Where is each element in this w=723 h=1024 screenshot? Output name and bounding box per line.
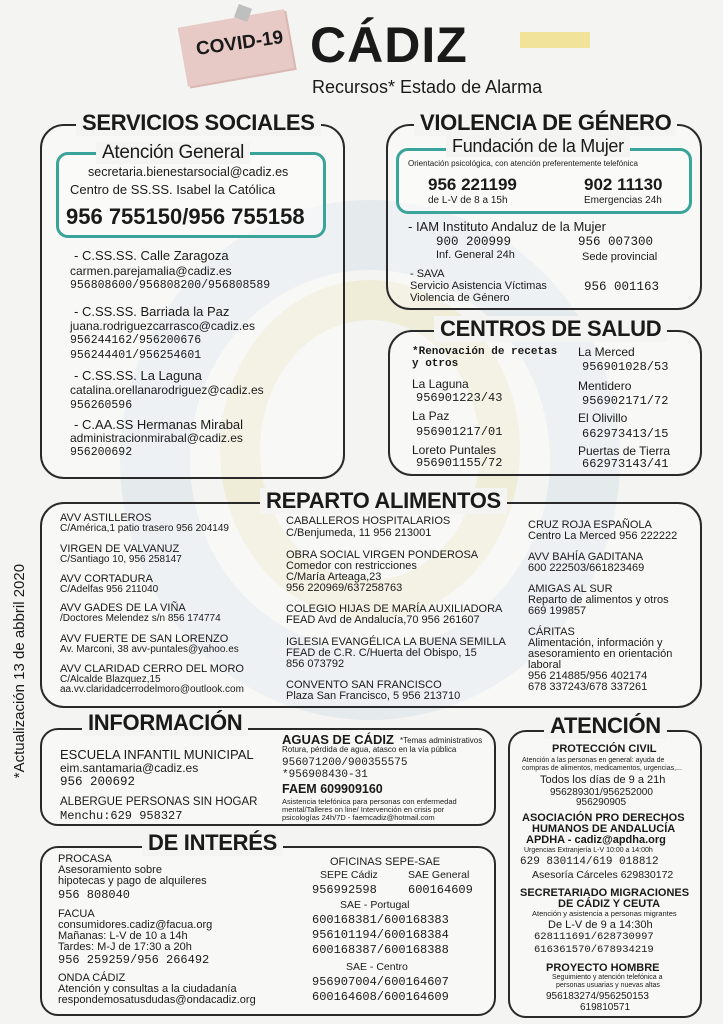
reparto-name: IGLESIA EVANGÉLICA LA BUENA SEMILLA bbox=[286, 636, 506, 648]
apdha-carceles[interactable]: Asesoría Cárceles 629830172 bbox=[532, 869, 674, 881]
reparto-line: C/Santiago 10, 956 258147 bbox=[60, 554, 182, 565]
tape-decoration bbox=[520, 32, 590, 48]
procasa-line: hipotecas y pago de alquileres bbox=[58, 875, 207, 887]
apdha-email[interactable]: APDHA - cadiz@apdha.org bbox=[526, 834, 666, 846]
facua-email[interactable]: consumidores.cadiz@facua.org bbox=[58, 919, 213, 931]
reparto-line: 669 199857 bbox=[528, 605, 587, 617]
iam-note-2: Sede provincial bbox=[582, 251, 658, 263]
salud-name: La Laguna bbox=[412, 377, 469, 391]
facua-hours: Mañanas: L-V de 10 a 14h bbox=[58, 930, 188, 942]
reparto-name: COLEGIO HIJAS DE MARÍA AUXILIADORA bbox=[286, 603, 503, 615]
reparto-name: AVV CORTADURA bbox=[60, 573, 153, 585]
sm-title: DE CÁDIZ Y CEUTA bbox=[558, 898, 661, 910]
salud-note: *Renovación de recetas y otros bbox=[412, 346, 558, 371]
facua-title: FACUA bbox=[58, 908, 95, 920]
faem-desc: psicologías 24h/7D - faemcadiz@hotmail.com bbox=[282, 813, 435, 822]
iam-phone-2[interactable]: 956 007300 bbox=[578, 235, 654, 249]
reparto-alimentos-title: REPARTO ALIMENTOS bbox=[260, 488, 507, 514]
ss-item-email[interactable]: juana.rodriguezcarrasco@cadiz.es bbox=[70, 319, 255, 333]
reparto-line: C/Alcalde Blazquez,15 bbox=[60, 674, 161, 685]
apdha-note: Urgencias Extranjería L-V 10:00 a 14:00h bbox=[524, 847, 653, 854]
reparto-line: 600 222503/661823469 bbox=[528, 562, 645, 574]
aguas-tag: *Temas administrativos bbox=[400, 736, 483, 745]
update-note: *Actualización 13 de abbril 2020 bbox=[10, 563, 28, 779]
salud-phone[interactable]: 956901028/53 bbox=[582, 360, 669, 374]
reparto-name: AVV BAHÍA GADITANA bbox=[528, 551, 644, 563]
reparto-line: Centro La Merced 956 222222 bbox=[528, 530, 678, 542]
reparto-line: asesoramiento en orientación bbox=[528, 648, 673, 660]
sm-title: SECRETARIADO MIGRACIONES bbox=[520, 887, 690, 899]
reparto-name: AVV CLARIDAD CERRO DEL MORO bbox=[60, 663, 244, 675]
iam-phone-1[interactable]: 900 200999 bbox=[436, 235, 512, 249]
sae-centro-phone[interactable]: 600164608/600164609 bbox=[312, 990, 449, 1004]
ss-item-phone[interactable]: 956244162/956200676 bbox=[70, 334, 202, 347]
sava-title: - SAVA bbox=[410, 268, 445, 280]
salud-phone[interactable]: 956901223/43 bbox=[416, 391, 503, 405]
escuela-title: ESCUELA INFANTIL MUNICIPAL bbox=[60, 747, 254, 762]
violencia-genero-title: VIOLENCIA DE GÉNERO bbox=[414, 110, 677, 136]
reparto-line: Plaza San Francisco, 5 956 213710 bbox=[286, 690, 461, 702]
reparto-line: Reparto de alimentos y otros bbox=[528, 594, 669, 606]
reparto-name: AVV ASTILLEROS bbox=[60, 512, 152, 524]
apdha-title: ASOCIACIÓN PRO DERECHOS bbox=[522, 812, 685, 824]
sae-general-label: SAE General bbox=[408, 869, 470, 881]
sm-phone[interactable]: 616361570/678934219 bbox=[534, 944, 654, 956]
apdha-phone[interactable]: 629 830114/619 018812 bbox=[520, 856, 659, 868]
sae-portugal-label: SAE - Portugal bbox=[340, 899, 410, 911]
reparto-name: AVV GADES DE LA VIÑA bbox=[60, 602, 186, 614]
reparto-name: OBRA SOCIAL VIRGEN PONDEROSA bbox=[286, 549, 479, 561]
salud-phone[interactable]: 956902171/72 bbox=[582, 394, 669, 408]
ph-desc: Seguimiento y atención telefónica a bbox=[552, 974, 663, 981]
sae-general-phone[interactable]: 600164609 bbox=[408, 883, 473, 897]
sepe-cadiz-label: SEPE Cádiz bbox=[320, 869, 378, 881]
reparto-line: /Doctores Melendez s/n 856 174774 bbox=[60, 613, 221, 624]
albergue-title: ALBERGUE PERSONAS SIN HOGAR bbox=[60, 796, 258, 808]
salud-name: Mentidero bbox=[578, 379, 632, 393]
ss-item-phone[interactable]: 956200692 bbox=[70, 446, 133, 459]
fundacion-phone-1-note: de L-V de 8 a 15h bbox=[428, 195, 508, 206]
page-subtitle: Recursos* Estado de Alarma bbox=[312, 77, 543, 97]
reparto-line: laboral bbox=[528, 659, 562, 671]
aguas-desc: Rotura, pérdida de agua, atasco en la vía pública bbox=[282, 745, 457, 754]
onda-email[interactable]: respondemosatusdudas@ondacadiz.org bbox=[58, 994, 256, 1006]
sae-portugal-phone[interactable]: 600168381/600168383 bbox=[312, 913, 449, 927]
reparto-name: CÁRITAS bbox=[528, 626, 575, 638]
procasa-title: PROCASA bbox=[58, 853, 112, 865]
apdha-title: HUMANOS DE ANDALUCÍA bbox=[532, 823, 676, 835]
facua-phone[interactable]: 956 259259/956 266492 bbox=[58, 953, 210, 967]
atencion-phone[interactable]: 956 755150/956 755158 bbox=[66, 204, 305, 229]
reparto-name: AVV FUERTE DE SAN LORENZO bbox=[60, 633, 229, 645]
escuela-phone[interactable]: 956 200692 bbox=[60, 775, 136, 789]
ph-desc: personas usuarias y nuevas altas bbox=[556, 982, 660, 989]
pc-phone[interactable]: 956290905 bbox=[576, 797, 627, 808]
sae-portugal-phone[interactable]: 956101194/600168384 bbox=[312, 928, 449, 942]
reparto-name: CABALLEROS HOSPITALARIOS bbox=[286, 515, 451, 527]
sava-line-2: Violencia de Género bbox=[410, 292, 510, 304]
salud-name: Loreto Puntales bbox=[412, 443, 497, 457]
onda-line: Atención y consultas a la ciudadanía bbox=[58, 983, 237, 995]
reparto-name: AMIGAS AL SUR bbox=[528, 583, 613, 595]
salud-name: La Merced bbox=[578, 345, 635, 359]
ss-item-name: - C.SS.SS. Calle Zaragoza bbox=[74, 248, 229, 263]
onda-title: ONDA CÁDIZ bbox=[58, 972, 126, 984]
pc-phone[interactable]: 956289301/956252000 bbox=[550, 787, 653, 798]
sepe-cadiz-phone[interactable]: 956992598 bbox=[312, 883, 377, 897]
covid-label: COVID-19 bbox=[194, 27, 285, 61]
atencion-centro: Centro de SS.SS. Isabel la Católica bbox=[70, 182, 276, 197]
atencion-general-title: Atención General bbox=[96, 142, 250, 164]
salud-phone[interactable]: 662973143/41 bbox=[582, 457, 669, 471]
ph-phone[interactable]: 619810571 bbox=[580, 1002, 631, 1013]
reparto-line: FEAD de C.R. C/Huerta del Obispo, 15 bbox=[286, 647, 477, 659]
procasa-phone[interactable]: 956 808040 bbox=[58, 888, 131, 902]
aguas-title: AGUAS DE CÁDIZ bbox=[282, 732, 394, 747]
page-title: CÁDIZ bbox=[310, 17, 468, 73]
sava-line-1: Servicio Asistencia Víctimas bbox=[410, 280, 547, 292]
reparto-line: C/María Arteaga,23 bbox=[286, 571, 382, 583]
albergue-phone[interactable]: Menchu:629 958327 bbox=[60, 809, 183, 823]
pc-desc: compras de alimentos, medicamentos, urgencias,... bbox=[522, 765, 682, 772]
salud-phone[interactable]: 662973413/15 bbox=[582, 427, 669, 441]
reparto-line[interactable]: aa.vv.claridadcerrodelmoro@outlook.com bbox=[60, 684, 244, 695]
ss-item-email[interactable]: carmen.parejamalia@cadiz.es bbox=[70, 264, 232, 278]
reparto-line: Comedor con restricciones bbox=[286, 560, 417, 572]
iam-title: - IAM Instituto Andaluz de la Mujer bbox=[408, 219, 606, 234]
ss-item-phone[interactable]: 956244401/956254601 bbox=[70, 349, 202, 362]
ss-item-email[interactable]: catalina.orellanarodriguez@cadiz.es bbox=[70, 383, 264, 397]
facua-hours: Tardes: M-J de 17:30 a 20h bbox=[58, 941, 192, 953]
reparto-line: C/Benjumeda, 11 956 213001 bbox=[286, 527, 432, 539]
sm-hours: De L-V de 9 a 14:30h bbox=[548, 919, 653, 931]
reparto-name: CRUZ ROJA ESPAÑOLA bbox=[528, 519, 652, 531]
ph-title: PROYECTO HOMBRE bbox=[546, 962, 660, 974]
sae-portugal-phone[interactable]: 600168387/600168388 bbox=[312, 943, 449, 957]
salud-name: Puertas de Tierra bbox=[578, 444, 671, 458]
ss-item-name: - C.AA.SS Hermanas Mirabal bbox=[74, 417, 244, 432]
reparto-line: 956 214885/956 402174 bbox=[528, 670, 648, 682]
ss-item-phone[interactable]: 956260596 bbox=[70, 399, 133, 412]
ph-phone[interactable]: 956183274/956250153 bbox=[546, 991, 649, 1002]
pc-hours: Todos los días de 9 a 21h bbox=[540, 774, 666, 786]
informacion-title: INFORMACIÓN bbox=[82, 710, 248, 736]
reparto-line: 678 337243/678 337261 bbox=[528, 681, 648, 693]
ss-item-name: - C.SS.SS. Barriada la Paz bbox=[74, 304, 230, 319]
reparto-line: 856 073792 bbox=[286, 658, 345, 670]
reparto-line: 956 220969/637258763 bbox=[286, 582, 403, 594]
sm-desc: Atención y asistencia a personas migrantes bbox=[532, 909, 677, 918]
atencion-email[interactable]: secretaria.bienestarsocial@cadiz.es bbox=[88, 165, 289, 179]
pc-title: PROTECCIÓN CIVIL bbox=[552, 743, 657, 755]
de-interes-title: DE INTERÉS bbox=[142, 830, 283, 856]
sm-phone[interactable]: 628111691/628730997 bbox=[534, 931, 654, 943]
fundacion-desc: Orientación psicológica, con atención preferentemente telefónica bbox=[408, 159, 638, 168]
salud-phone[interactable]: 956901217/01 bbox=[416, 425, 503, 439]
salud-phone[interactable]: 956901155/72 bbox=[416, 456, 503, 470]
salud-name: La Paz bbox=[412, 409, 450, 423]
fundacion-phone-2[interactable]: 902 11130 bbox=[584, 175, 663, 194]
aguas-phone-2[interactable]: *956908430-31 bbox=[282, 769, 368, 781]
salud-name: El Olivillo bbox=[578, 411, 628, 425]
reparto-line: Alimentación, información y bbox=[528, 637, 663, 649]
reparto-line: C/América,1 patio trasero 956 204149 bbox=[60, 523, 229, 534]
sava-phone[interactable]: 956 001163 bbox=[584, 280, 660, 294]
escuela-email[interactable]: eim.santamaria@cadiz.es bbox=[60, 761, 199, 775]
sae-centro-phone[interactable]: 956907004/600164607 bbox=[312, 975, 449, 989]
ss-item-phone[interactable]: 956808600/956808200/956808589 bbox=[70, 279, 271, 292]
atencion-title: ATENCIÓN bbox=[544, 713, 667, 739]
faem-desc: mental/Talleres on line/ Intervención en crisis por bbox=[282, 805, 445, 814]
reparto-line: Av. Marconi, 38 avv-puntales@yahoo.es bbox=[60, 644, 239, 655]
reparto-name: CONVENTO SAN FRANCISCO bbox=[286, 679, 442, 691]
fundacion-phone-2-note: Emergencias 24h bbox=[584, 195, 662, 206]
faem-title[interactable]: FAEM 609909160 bbox=[282, 782, 383, 796]
iam-note-1: Inf. General 24h bbox=[436, 249, 515, 261]
reparto-line: FEAD Avd de Andalucía,70 956 261607 bbox=[286, 614, 480, 626]
centros-salud-title: CENTROS DE SALUD bbox=[434, 316, 667, 342]
sae-centro-label: SAE - Centro bbox=[346, 961, 408, 973]
faem-desc: Asistencia telefónica para personas con enfermedad bbox=[282, 797, 457, 806]
ss-item-email[interactable]: administracionmirabal@cadiz.es bbox=[70, 431, 243, 445]
fundacion-phone-1[interactable]: 956 221199 bbox=[428, 175, 517, 194]
reparto-name: VIRGEN DE VALVANUZ bbox=[60, 543, 180, 555]
reparto-line: C/Adelfas 956 211040 bbox=[60, 584, 159, 595]
aguas-phone-1[interactable]: 956071200/900355575 bbox=[282, 757, 408, 769]
ss-item-name: - C.SS.SS. La Laguna bbox=[74, 368, 202, 383]
fundacion-mujer-title: Fundación de la Mujer bbox=[446, 136, 630, 157]
pc-desc: Atención a las personas en general: ayuda de bbox=[522, 757, 665, 764]
sepe-title: OFICINAS SEPE-SAE bbox=[330, 856, 441, 868]
procasa-line: Asesoramiento sobre bbox=[58, 864, 162, 876]
servicios-sociales-title: SERVICIOS SOCIALES bbox=[76, 110, 321, 136]
